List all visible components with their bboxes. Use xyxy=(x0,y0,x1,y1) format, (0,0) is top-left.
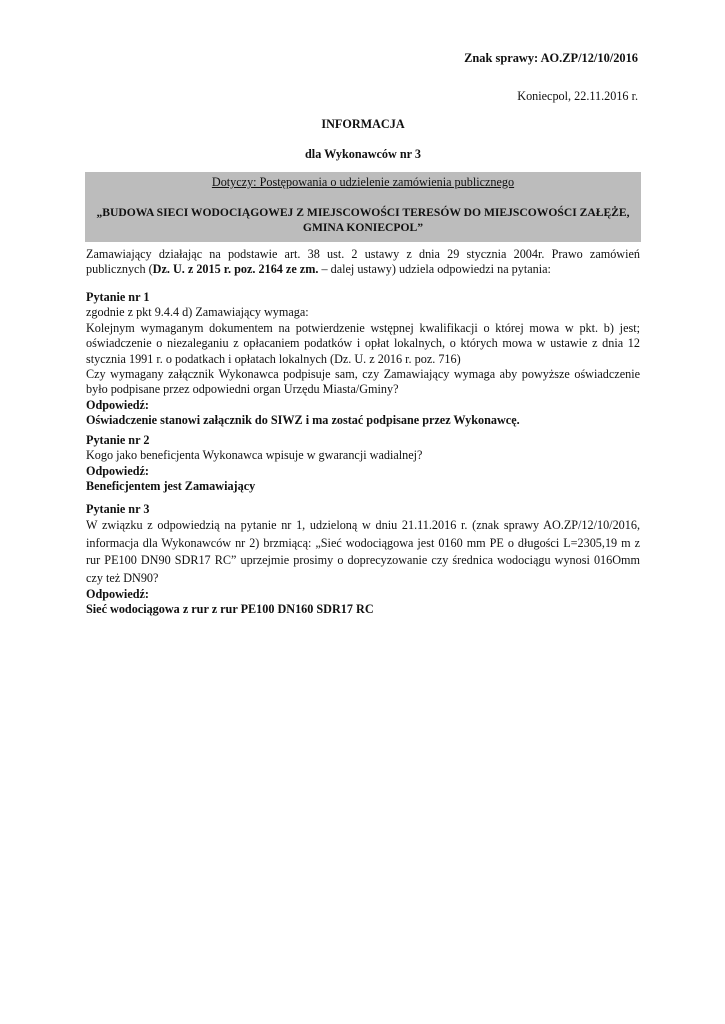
intro-text-1: Zamawiający działając na podstawie art. 38 ust. 2 ustawy z dnia 29 stycznia 2004r. Prawo zamówień publicznych ( xyxy=(86,247,640,277)
question-line: Czy wymagany załącznik Wykonawca podpisuje sam, czy Zamawiający wymaga aby powyższe oświadczenie było podpisane przez odpowiedni organ Urzędu Miasta/Gminy? xyxy=(86,367,640,397)
question-title: Pytanie nr 2 xyxy=(86,433,150,447)
subject-regarding: Dotyczy: Postępowania o udzielenie zamówienia publicznego xyxy=(211,175,515,189)
question-line: zgodnie z pkt 9.4.4 d) Zamawiający wymaga: xyxy=(86,305,309,320)
question-1 xyxy=(86,290,640,429)
project-title: „BUDOWA SIECI WODOCIĄGOWEJ Z MIEJSCOWOŚCI TERESÓW DO MIEJSCOWOŚCI ZAŁĘŻE, GMINA KONIECPOL” xyxy=(96,206,630,234)
case-number: Znak sprawy: AO.ZP/12/10/2016 xyxy=(464,51,638,65)
question-line: Kogo jako beneficjenta Wykonawca wpisuje w gwarancji wadialnej? xyxy=(86,448,423,463)
intro-legal-reference: Dz. U. z 2015 r. poz. 2164 ze zm. xyxy=(152,262,319,277)
intro-paragraph xyxy=(86,247,640,278)
answer-label: Odpowiedź: xyxy=(86,397,149,412)
answer-label: Odpowiedź: xyxy=(86,463,149,478)
answer-text: Sieć wodociągowa z rur z rur PE100 DN160 SDR17 RC xyxy=(86,602,374,617)
document-subtitle: dla Wykonawców nr 3 xyxy=(305,147,421,161)
document-title: INFORMACJA xyxy=(321,117,405,131)
place-date: Koniecpol, 22.11.2016 r. xyxy=(517,89,638,103)
question-2 xyxy=(86,433,640,495)
question-line: W związku z odpowiedzią na pytanie nr 1, udzieloną w dniu 21.11.2016 r. (znak sprawy AO.ZP/12/10/2016, informacja dla Wykonawców nr 2) brzmiącą: „Sieć wodociągowa jest 0160 mm PE o długości L=2305,19 m z rur PE100 DN90 SDR17 RC” uprzejmie prosimy o doprecyzowanie czy średnica wodociągu wynosi 016Omm czy też DN90? xyxy=(86,518,640,585)
answer-text: Beneficjentem jest Zamawiający xyxy=(86,479,256,494)
answer-text: Oświadczenie stanowi załącznik do SIWZ i ma zostać podpisane przez Wykonawcę. xyxy=(86,413,520,428)
question-title: Pytanie nr 1 xyxy=(86,290,150,304)
question-line: Kolejnym wymaganym dokumentem na potwierdzenie wstępnej kwalifikacji o której mowa w pkt. b) jest; oświadczenie o niezaleganiu z opłacaniem podatków i opłat lokalnych, o których mowa w ustawie z dnia 12 stycznia 1991 r. o podatkach i opłatach lokalnych (Dz. U. z 2016 r. poz. 716) xyxy=(86,320,640,366)
intro-text-2: – dalej ustawy) udziela odpowiedzi na pytania: xyxy=(318,262,551,277)
question-title: Pytanie nr 3 xyxy=(86,502,150,516)
answer-label: Odpowiedź: xyxy=(86,587,149,602)
question-3 xyxy=(86,502,640,618)
